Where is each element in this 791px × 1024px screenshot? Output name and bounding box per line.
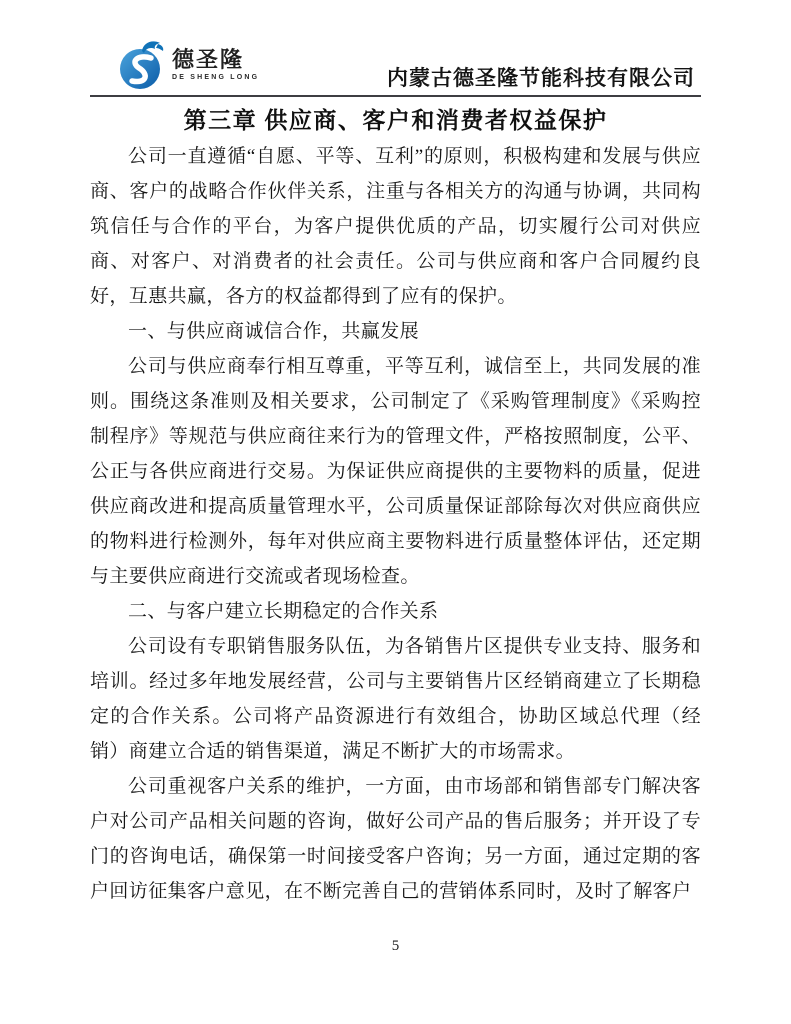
body-paragraph: 公司一直遵循“自愿、平等、互利”的原则，积极构建和发展与供应商、客户的战略合作伙伴关系，注重与各相关方的沟通与协调，共同构筑信任与合作的平台，为客户提供优质的产品，切实履行公司对供应商、对客户、对消费者的社会责任。公司与供应商和客户合同履约良好，互惠共赢，各方的权益都得到了应有的保护。 bbox=[90, 146, 701, 307]
document-body bbox=[90, 139, 701, 909]
dragon-s-logo-icon bbox=[118, 38, 168, 92]
company-logo bbox=[118, 38, 259, 92]
header-divider bbox=[90, 95, 701, 97]
logo-wordmark bbox=[172, 49, 259, 81]
page-header bbox=[90, 36, 701, 94]
company-name: 内蒙古德圣隆节能科技有限公司 bbox=[387, 66, 695, 90]
logo-chinese-text: 德圣隆 bbox=[172, 47, 245, 72]
body-paragraph: 公司重视客户关系的维护，一方面，由市场部和销售部专门解决客户对公司产品相关问题的咨询，做好公司产品的售后服务；并开设了专门的咨询电话，确保第一时间接受客户咨询；另一方面，通过定期的客户回访征集客户意见，在不断完善自己的营销体系同时，及时了解客户 bbox=[90, 776, 701, 902]
page-number: 5 bbox=[391, 938, 400, 954]
logo-english-text: DE SHENG LONG bbox=[172, 74, 260, 81]
section-heading: 一、与供应商诚信合作，共赢发展 bbox=[128, 321, 420, 342]
section-heading: 二、与客户建立长期稳定的合作关系 bbox=[128, 601, 439, 622]
body-paragraph: 公司与供应商奉行相互尊重，平等互利，诚信至上，共同发展的准则。围绕这条准则及相关要求，公司制定了《采购管理制度》《采购控制程序》等规范与供应商往来行为的管理文件，严格按照制度，公平、公正与各供应商进行交易。为保证供应商提供的主要物料的质量，促进供应商改进和提高质量管理水平，公司质量保证部除每次对供应商供应的物料进行检测外，每年对供应商主要物料进行质量整体评估，还定期与主要供应商进行交流或者现场检查。 bbox=[90, 356, 701, 587]
body-paragraph: 公司设有专职销售服务队伍，为各销售片区提供专业支持、服务和培训。经过多年地发展经营，公司与主要销售片区经销商建立了长期稳定的合作关系。公司将产品资源进行有效组合，协助区域总代理（经销）商建立合适的销售渠道，满足不断扩大的市场需求。 bbox=[90, 636, 701, 762]
chapter-title: 第三章 供应商、客户和消费者权益保护 bbox=[183, 108, 608, 133]
